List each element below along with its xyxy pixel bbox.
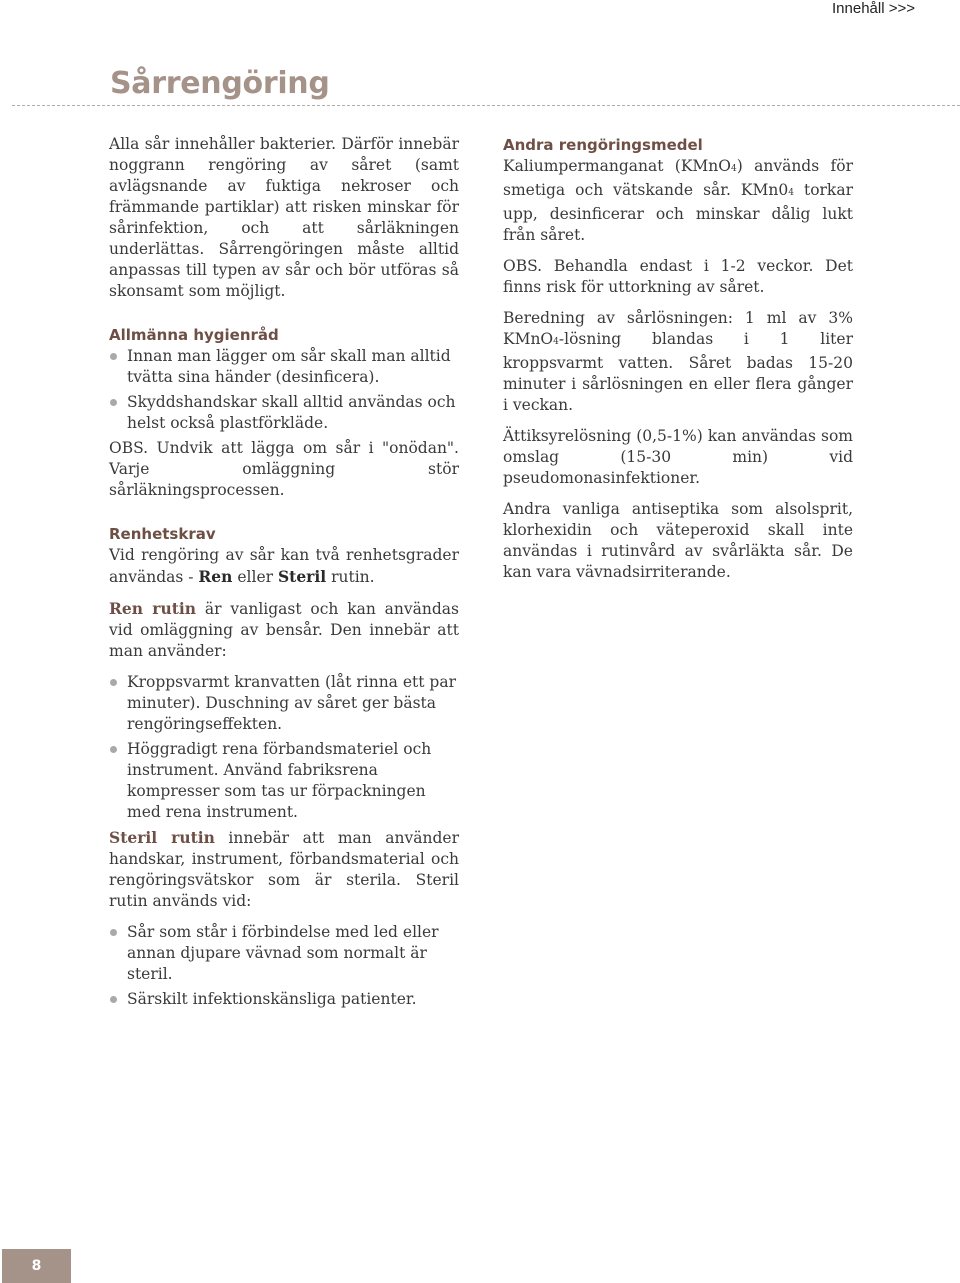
contents-link[interactable]: Innehåll >>> bbox=[832, 0, 915, 17]
steril-term: Steril bbox=[277, 567, 327, 586]
bullet-icon bbox=[110, 399, 117, 406]
list-item: Kroppsvarmt kranvatten (låt rinna ett par minuter). Duschning av såret ger bästa rengöringseffekten. bbox=[109, 672, 459, 735]
bullet-icon bbox=[110, 679, 117, 686]
hygiene-list bbox=[109, 346, 459, 434]
bullet-icon bbox=[110, 929, 117, 936]
obs-treatment: OBS. Behandla endast i 1-2 veckor. Det finns risk för uttorkning av såret. bbox=[503, 257, 853, 296]
bullet-icon bbox=[110, 353, 117, 360]
other-agents-heading: Andra rengöringsmedel bbox=[503, 136, 703, 154]
steril-paragraph: Steril rutin innebär att man använder handskar, instrument, förbandsmaterial och rengöringsvätskor som är sterila. Steril rutin används vid: bbox=[109, 828, 459, 910]
antiseptics-paragraph: Andra vanliga antiseptika som alsolsprit, klorhexidin och väteperoxid skall inte användas i rutinvård av svårläkta sår. De kan vara vävnadsirriterande. bbox=[503, 500, 853, 581]
page-number: 8 bbox=[2, 1249, 71, 1283]
right-column bbox=[503, 134, 853, 593]
ren-paragraph: Ren rutin är vanligast och kan användas vid omläggning av bensår. Den innebär att man använder: bbox=[109, 599, 459, 660]
clean-intro: Vid rengöring av sår kan två renhetsgrader användas - Ren eller Steril rutin. bbox=[109, 546, 459, 586]
acetic-acid-paragraph: Ättiksyrelösning (0,5-1%) kan användas som omslag (15-30 min) vid pseudomonasinfektioner. bbox=[503, 427, 853, 487]
steril-label: Steril rutin bbox=[109, 828, 215, 847]
bullet-icon bbox=[110, 996, 117, 1003]
list-item: Sår som står i förbindelse med led eller annan djupare vävnad som normalt är steril. bbox=[109, 922, 459, 985]
preparation-paragraph: Beredning av sårlösningen: 1 ml av 3% KMnO4-lösning blandas i 1 liter kroppsvarmt vatten. Såret badas 15-20 minuter i sårlösningen en eller flera gånger i veckan. bbox=[503, 309, 853, 414]
clean-heading: Renhetskrav bbox=[109, 525, 216, 543]
ren-label: Ren rutin bbox=[109, 599, 197, 618]
ren-term: Ren bbox=[198, 567, 233, 586]
steril-list bbox=[109, 922, 459, 1010]
list-item: Skyddshandskar skall alltid användas och helst också plastförkläde. bbox=[109, 392, 459, 434]
title-divider bbox=[12, 105, 960, 106]
list-item: Särskilt infektionskänsliga patienter. bbox=[109, 989, 459, 1010]
obs-note: OBS. Undvik att lägga om sår i "onödan". Varje omläggning stör sårläkningsprocessen. bbox=[109, 439, 459, 499]
list-item: Innan man lägger om sår skall man alltid tvätta sina händer (desinficera). bbox=[109, 346, 459, 388]
list-item: Höggradigt rena förbandsmateriel och instrument. Använd fabriksrena kompresser som tas ur förpackningen med rena instrument. bbox=[109, 739, 459, 823]
kmno4-paragraph: Kaliumpermanganat (KMnO4) används för smetiga och vätskande sår. KMn04 torkar upp, desinficerar och minskar dålig lukt från såret. bbox=[503, 157, 853, 244]
intro-paragraph: Alla sår innehåller bakterier. Därför innebär noggrann rengöring av såret (samt avlägsnande av fuktiga nekroser och främmande partiklar) att risken minskar för sårinfektion, och att sårläkningen underlättas. Sårrengöringen måste alltid anpassas till typen av sår och bör utföras så skonsamt som möjligt. bbox=[109, 135, 459, 300]
left-column bbox=[109, 134, 459, 1014]
bullet-icon bbox=[110, 746, 117, 753]
hygiene-heading: Allmänna hygienråd bbox=[109, 326, 279, 344]
page-title: Sårrengöring bbox=[110, 66, 330, 101]
ren-list bbox=[109, 672, 459, 823]
